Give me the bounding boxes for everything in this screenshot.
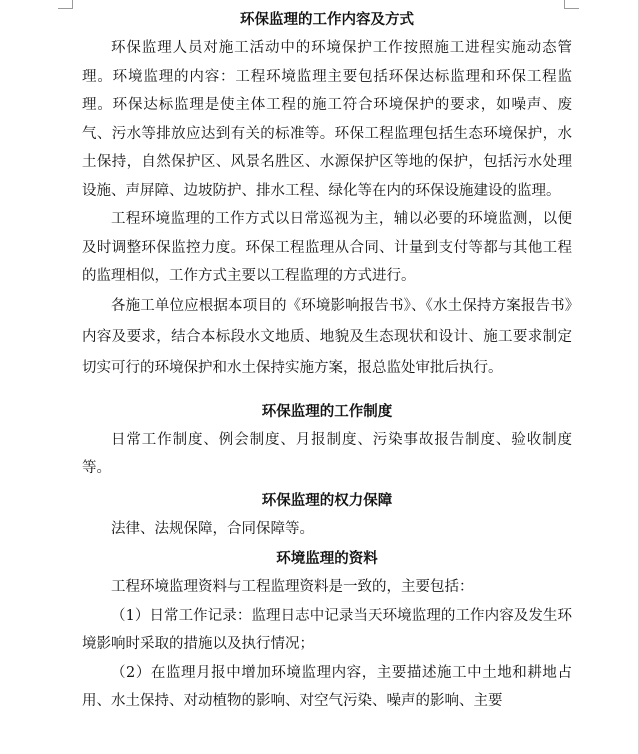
document-body [82,6,572,716]
section-title-work-content: 环保监理的工作内容及方式 [240,12,414,28]
paragraph-monthly-report: （2）在监理月报中增加环境监理内容，主要描述施工中土地和耕地占用、水土保持、对动植物的影响、对空气污染、噪声的影响、主要 [82,664,572,709]
page-margin-mark-left [58,0,73,9]
paragraph-work-method: 工程环境监理的工作方式以日常巡视为主，辅以必要的环境监测，以便及时调整环保监控力度。环保工程监理从合同、计量到支付等都与其他工程的监理相似，工作方式主要以工程监理的方式进行。 [82,211,572,284]
paragraph-work-system: 日常工作制度、例会制度、月报制度、污染事故报告制度、验收制度等。 [82,431,572,476]
paragraph-authority-guarantee: 法律、法规保障，合同保障等。 [111,520,314,537]
paragraph-construction-units: 各施工单位应根据本项目的《环境影响报告书》、《水土保持方案报告书》内容及要求，结合本标段水文地质、地貌及生态现状和设计、施工要求制定切实可行的环境保护和水土保持实施方案，报总监处审批后执行。 [82,297,572,376]
section-title-work-system: 环保监理的工作制度 [261,403,393,420]
section-title-authority-guarantee: 环保监理的权力保障 [261,492,393,509]
section-title-monitoring-records: 环境监理的资料 [276,551,378,567]
paragraph-daily-records: （1）日常工作记录：监理日志中记录当天环境监理的工作内容及发生环境影响时采取的措施以及执行情况； [82,607,572,652]
paragraph-records-intro: 工程环境监理资料与工程监理资料是一致的，主要包括： [111,579,474,595]
paragraph-monitoring-content: 环保监理人员对施工活动中的环境保护工作按照施工进程实施动态管理。环境监理的内容：工程环境监理主要包括环保达标监理和环保工程监理。环保达标监理是使主体工程的施工符合环境保护的要求，如噪声、废气、污水等排放应达到有关的标准等。环保工程监理包括生态环境保护，水土保持，自然保护区、风景名胜区、水源保护区等地的保护，包括污水处理设施、声屏障、边坡防护、排水工程、绿化等在内的环保设施建设的监理。 [82,40,572,199]
